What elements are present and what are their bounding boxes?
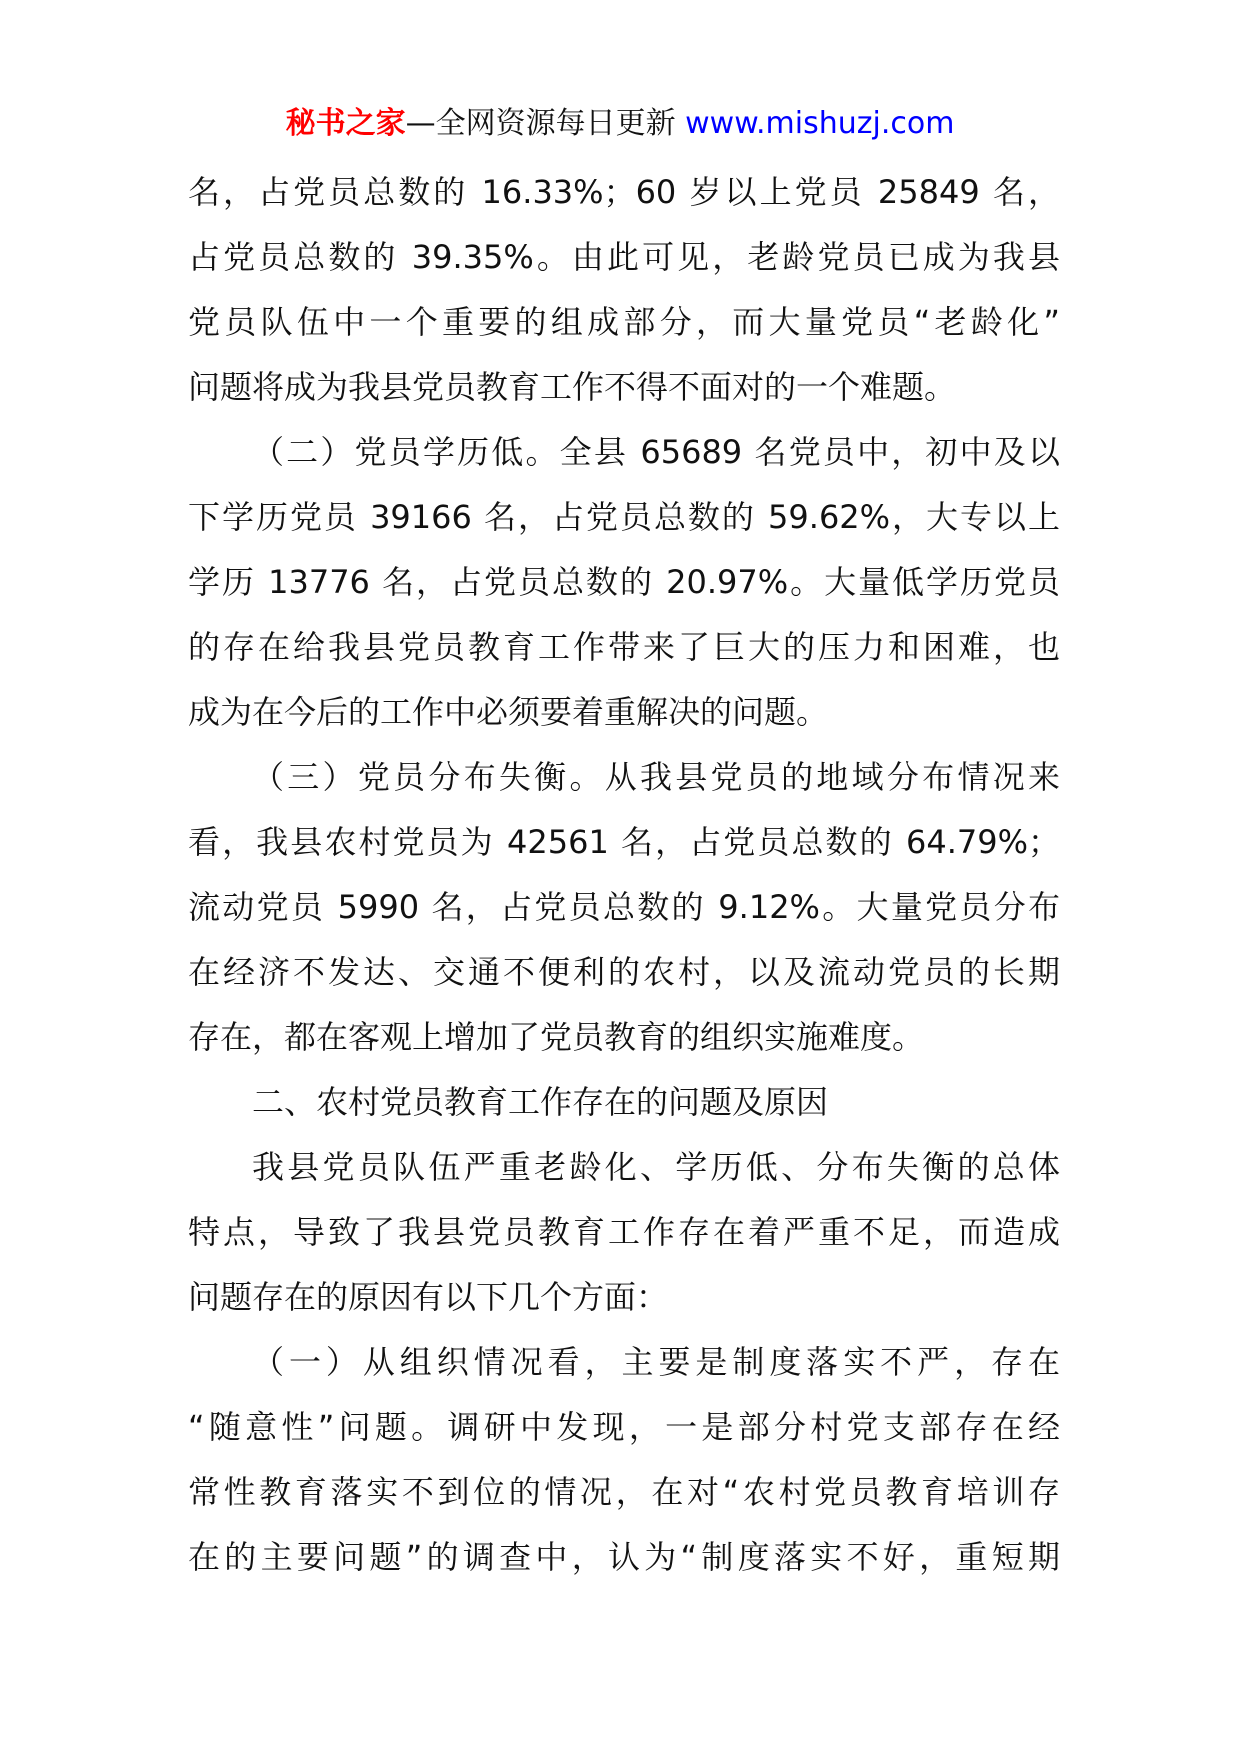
text-line: （三）党员分布失衡。从我县党员的地域分布情况来 [252,758,1060,796]
text-line: 特点，导致了我县党员教育工作存在着严重不足，而造成 [188,1213,1060,1251]
text-line: 问题存在的原因有以下几个方面： [188,1278,669,1316]
text-line: 名，占党员总数的 16.33%；60 岁以上党员 25849 名， [188,173,1060,211]
text-line: 存在，都在客观上增加了党员教育的组织实施难度。 [188,1018,925,1056]
body-text [188,160,1060,1590]
text-line: 党员队伍中一个重要的组成部分，而大量党员“老龄化” [188,303,1060,341]
section-heading: 二、农村党员教育工作存在的问题及原因 [252,1083,829,1121]
text-line: 常性教育落实不到位的情况，在对“农村党员教育培训存 [188,1473,1060,1511]
text-line: 成为在今后的工作中必须要着重解决的问题。 [188,693,829,731]
text-line: 问题将成为我县党员教育工作不得不面对的一个难题。 [188,368,957,406]
text-line: 学历 13776 名，占党员总数的 20.97%。大量低学历党员 [188,563,1060,601]
text-line: （一）从组织情况看，主要是制度落实不严，存在 [252,1343,1060,1381]
text-line: 的存在给我县党员教育工作带来了巨大的压力和困难，也 [188,628,1060,666]
text-line: （二）党员学历低。全县 65689 名党员中，初中及以 [252,433,1060,471]
text-line: 流动党员 5990 名，占党员总数的 9.12%。大量党员分布 [188,888,1060,926]
text-line: 下学历党员 39166 名，占党员总数的 59.62%，大专以上 [188,498,1060,536]
text-line: 看，我县农村党员为 42561 名，占党员总数的 64.79%； [188,823,1060,861]
page-header [0,102,1240,146]
text-line: 在的主要问题”的调查中，认为“制度落实不好，重短期 [188,1538,1060,1576]
header-tagline: —全网资源每日更新 [405,106,676,141]
text-line: “随意性”问题。调研中发现，一是部分村党支部存在经 [188,1408,1060,1446]
text-line: 我县党员队伍严重老龄化、学历低、分布失衡的总体 [252,1148,1060,1186]
text-line: 在经济不发达、交通不便利的农村，以及流动党员的长期 [188,953,1060,991]
brand-name: 秘书之家 [285,106,406,141]
text-line: 占党员总数的 39.35%。由此可见，老龄党员已成为我县 [188,238,1060,276]
site-url-link[interactable]: www.mishuzj.com [685,106,955,141]
